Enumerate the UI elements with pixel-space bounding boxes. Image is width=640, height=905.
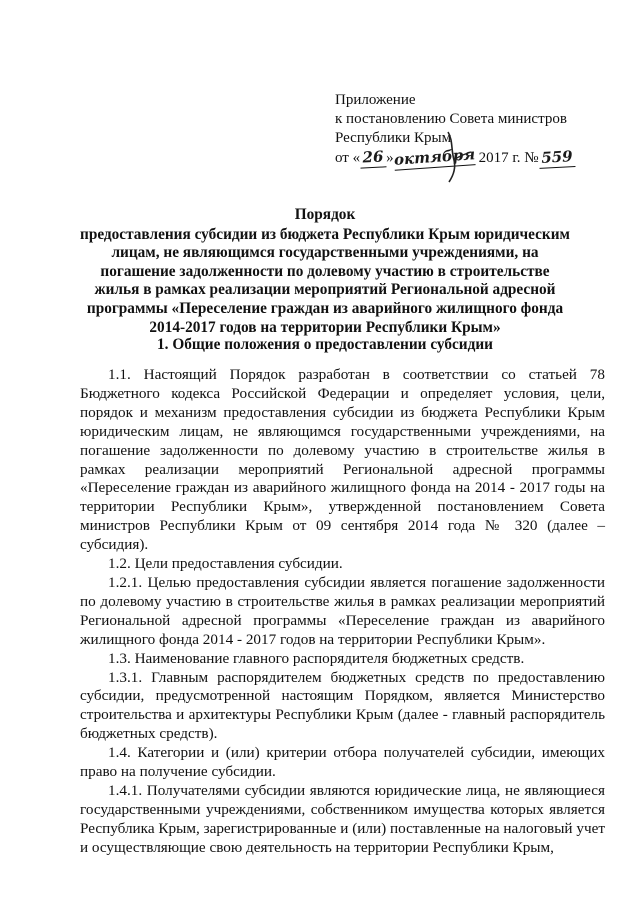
- paragraph-1-3: 1.3. Наименование главного распорядителя бюджетных средств.: [108, 649, 525, 667]
- date-prefix: от «: [335, 150, 361, 166]
- date-year: 2017 г. №: [478, 150, 539, 166]
- paragraph-1-4-1: 1.4.1. Получателями субсидии являются юридические лица, не являющиеся государственными учреждениями, собственником имущества которых является Республика Крым, зарегистрированные и (или) поставленные на налоговый учет и осуществляющие свою деятельность на территории Республики Крым,: [80, 781, 605, 856]
- appendix-line-1: Приложение: [335, 92, 416, 108]
- paragraph-1-2: 1.2. Цели предоставления субсидии.: [108, 555, 343, 573]
- appendix-line-3: Республики Крым: [335, 130, 452, 146]
- document-title: Порядок: [294, 206, 356, 223]
- handwritten-day: 26: [360, 147, 387, 168]
- date-mid: »: [386, 150, 394, 166]
- title-block: [80, 206, 570, 337]
- body-text: [80, 366, 605, 858]
- signature-stroke: [445, 130, 475, 185]
- paragraph-1-1: 1.1. Настоящий Порядок разработан в соответствии со статьей 78 Бюджетного кодекса Российской Федерации и определяет условия, цели, порядок и механизм предоставления субсидии из бюджета Республики Крым юридическим лицам, не являющимся государственными учреждениями, на погашение задолженности по долевому участию в строительстве жилья в рамках реализации мероприятий Региональной адресной программы «Переселение граждан из аварийного жилищного фонда на 2014 - 2017 годы на территории Республики Крым», утвержденной постановлением Совета министров Республики Крым от 09 сентября 2014 года № 320 (далее – субсидия).: [80, 366, 605, 554]
- appendix-line-2: к постановлению Совета министров: [335, 111, 567, 127]
- paragraph-1-3-1: 1.3.1. Главным распорядителем бюджетных средств по предоставлению субсидии, предусмотренной настоящим Порядком, является Министерство строительства и архитектуры Республики Крым (далее - главный распорядитель бюджетных средств).: [80, 668, 605, 743]
- handwritten-number: 559: [538, 147, 575, 169]
- handwritten-month: октября: [393, 145, 476, 169]
- paragraph-1-2-1: 1.2.1. Целью предоставления субсидии является погашение задолженности по долевому участию в строительстве жилья в рамках реализации мероприятий Региональной адресной программы «Переселение граждан из аварийного жилищного фонда 2014 - 2017 годов на территории Республики Крым».: [80, 573, 605, 648]
- section-heading: 1. Общие положения о предоставлении субсидии: [157, 336, 493, 353]
- paragraph-1-4: 1.4. Категории и (или) критерии отбора получателей субсидии, имеющих право на получение субсидии.: [80, 744, 605, 781]
- document-subtitle: предоставления субсидии из бюджета Республики Крым юридическим лицам, не являющимся государственными учреждениями, на погашение задолженности по долевому участию в строительстве жилья в рамках реализации мероприятий Региональной адресной программы «Переселение граждан из аварийного жилищного фонда 2014-2017 годов на территории Республики Крым»: [80, 225, 570, 336]
